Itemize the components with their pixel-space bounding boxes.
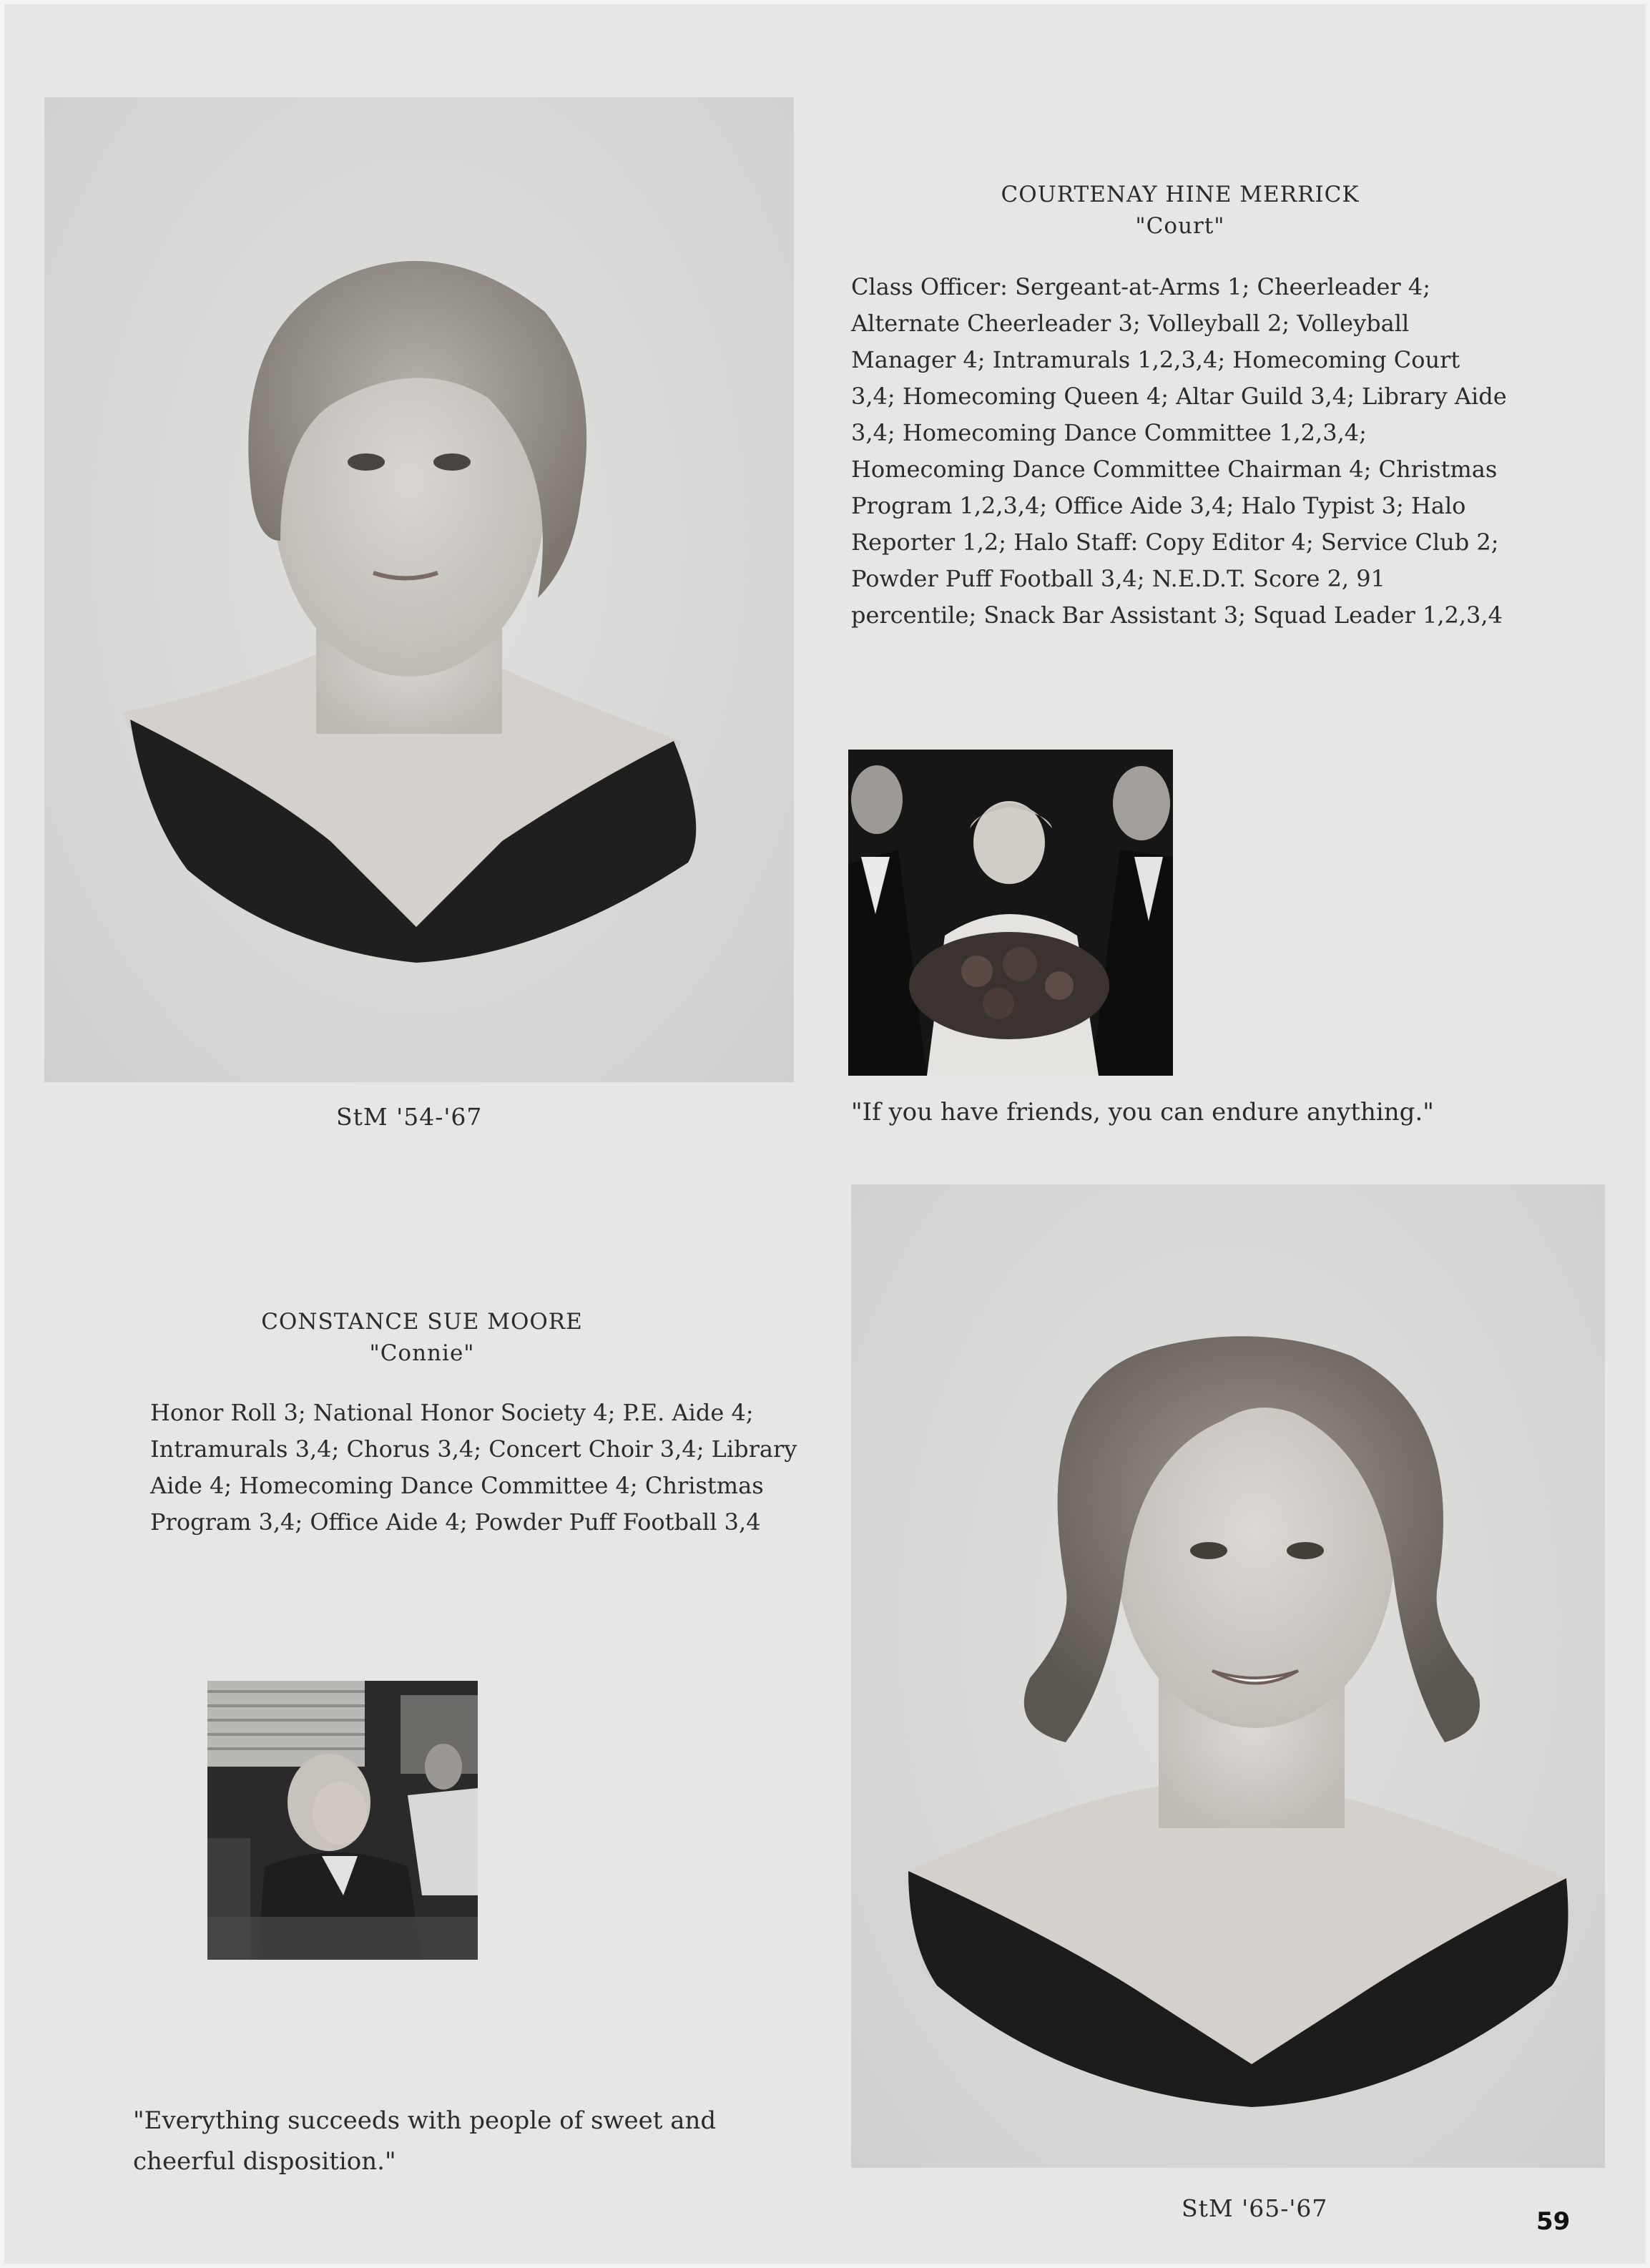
student-name-moore — [157, 1306, 687, 1369]
name-text: CONSTANCE SUE MOORE — [261, 1309, 583, 1335]
quote-merrick: "If you have friends, you can endure anything." — [851, 1098, 1434, 1126]
candid-photo-moore — [207, 1681, 478, 1960]
nickname-text: "Connie" — [369, 1340, 475, 1366]
nickname-text: "Court" — [1135, 213, 1225, 239]
activities-text-moore: Honor Roll 3; National Honor Society 4; P.E. Aide 4; Intramurals 3,4; Chorus 3,4; Concert Choir 3,4; Library Aide 4; Homecoming Dance Committee 4; Christmas Program 3,4; Office Aide 4; Powder Puff Football 3,4 — [150, 1399, 797, 1536]
activities-text-merrick: Class Officer: Sergeant-at-Arms 1; Cheerleader 4; Alternate Cheerleader 3; Volleyball 2; Volleyball Manager 4; Intramurals 1,2,3,4; Homecoming Court 3,4; Homecoming Queen 4; Altar Guild 3,4; Library Aide 3,4; Homecoming Dance Committee 1,2,3,4; Homecoming Dance Committee Chairman 4; Christmas Program 1,2,3,4; Office Aide 3,4; Halo Typist 3; Halo Reporter 1,2; Halo Staff: Copy Editor 4; Service Club 2; Powder Puff Football 3,4; N.E.D.T. Score 2, 91 percentile; Snack Bar Assistant 3; Squad Leader 1,2,3,4 — [851, 273, 1507, 629]
name-text: COURTENAY HINE MERRICK — [1001, 182, 1360, 207]
page-number: 59 — [1536, 2207, 1571, 2236]
student-name-merrick — [844, 179, 1516, 242]
years-caption-merrick: StM '54-'67 — [336, 1103, 483, 1131]
years-caption-moore: StM '65-'67 — [1182, 2194, 1328, 2222]
portrait-photo-moore — [851, 1184, 1605, 2168]
candid-photo-merrick — [848, 750, 1173, 1076]
portrait-photo-merrick — [44, 97, 794, 1082]
quote-moore: "Everything succeeds with people of sweet and cheerful disposition." — [133, 2106, 717, 2176]
